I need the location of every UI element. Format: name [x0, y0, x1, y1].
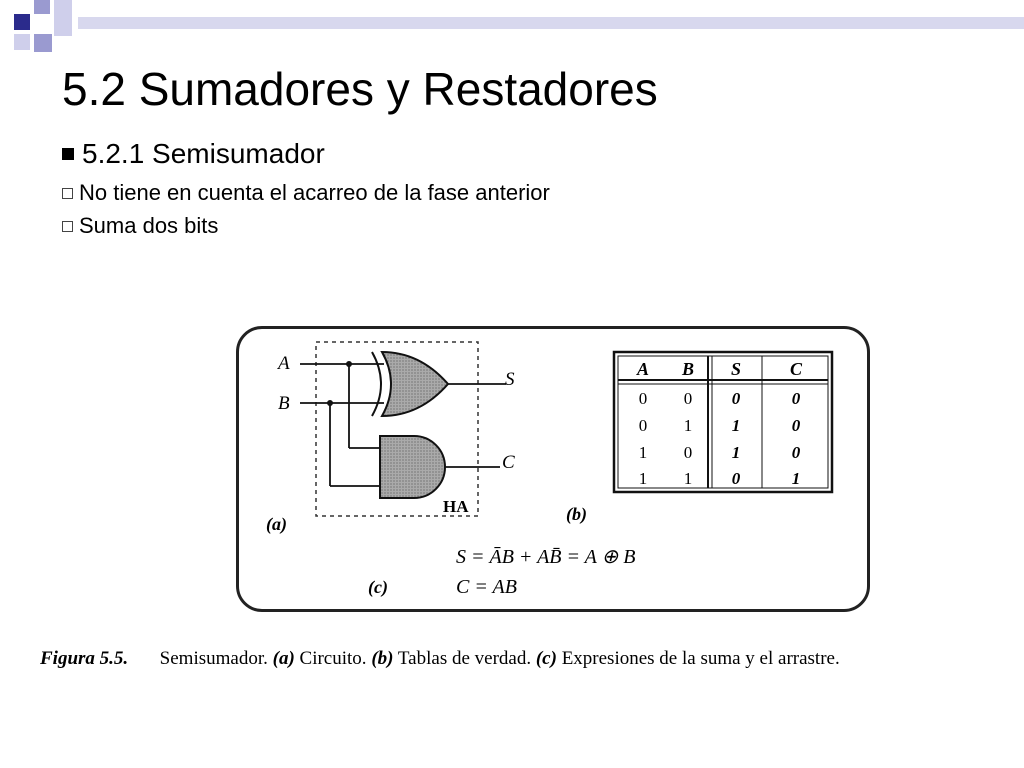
section-heading: 5.2.1 Semisumador	[82, 138, 325, 169]
half-adder-circuit	[266, 342, 515, 535]
caption-part-a-text: Circuito.	[299, 648, 367, 669]
bullet-text: Suma dos bits	[79, 213, 219, 238]
slide-title: 5.2 Sumadores y Restadores	[62, 63, 658, 115]
table-header: B	[681, 359, 695, 379]
caption-part-c: (c)	[535, 648, 557, 669]
bullet-text: No tiene en cuenta el acarreo de la fase anterior	[79, 180, 550, 205]
carry-expression: C = AB	[456, 576, 517, 598]
table-header: A	[636, 359, 650, 379]
output-s-label: S	[505, 369, 515, 390]
caption-part-b-text: Tablas de verdad.	[397, 648, 532, 669]
table-cell: 1	[731, 416, 741, 435]
caption-title: Semisumador.	[159, 648, 268, 669]
output-c-label: C	[502, 452, 515, 473]
part-a-label: (a)	[266, 514, 287, 534]
table-cell: 0	[638, 416, 648, 435]
table-cell: 1	[683, 416, 693, 435]
input-a-label: A	[278, 353, 290, 374]
table-cell: 1	[638, 469, 648, 488]
table-cell: 0	[791, 416, 801, 435]
table-cell: 0	[731, 469, 741, 488]
table-cell: 1	[791, 469, 801, 488]
table-header: S	[730, 359, 742, 379]
table-cell: 0	[731, 389, 741, 408]
table-cell: 1	[683, 469, 693, 488]
truth-table	[566, 352, 832, 525]
table-cell: 0	[791, 389, 801, 408]
part-b-label: (b)	[566, 504, 587, 524]
xor-gate-back-curve	[372, 352, 381, 416]
input-b-label: B	[278, 393, 290, 414]
and-gate-icon	[380, 436, 445, 498]
table-cell: 1	[638, 443, 648, 462]
table-header: C	[789, 359, 803, 379]
table-cell: 0	[683, 389, 693, 408]
caption-part-c-text: Expresiones de la suma y el arrastre.	[561, 648, 840, 669]
caption-part-a: (a)	[272, 648, 295, 669]
figure-caption	[40, 648, 1000, 670]
table-cell: 1	[731, 443, 741, 462]
table-cell: 0	[683, 443, 693, 462]
ha-block-label: HA	[443, 497, 469, 516]
sum-expression: S = ĀB + AB̄ = A ⊕ B	[456, 546, 636, 568]
caption-part-b: (b)	[371, 648, 394, 669]
table-cell: 0	[638, 389, 648, 408]
part-c-label: (c)	[368, 577, 388, 597]
xor-gate-icon	[382, 352, 448, 416]
caption-figure-label: Figura 5.5.	[40, 648, 129, 669]
boolean-expressions	[368, 546, 635, 598]
table-cell: 0	[791, 443, 801, 462]
